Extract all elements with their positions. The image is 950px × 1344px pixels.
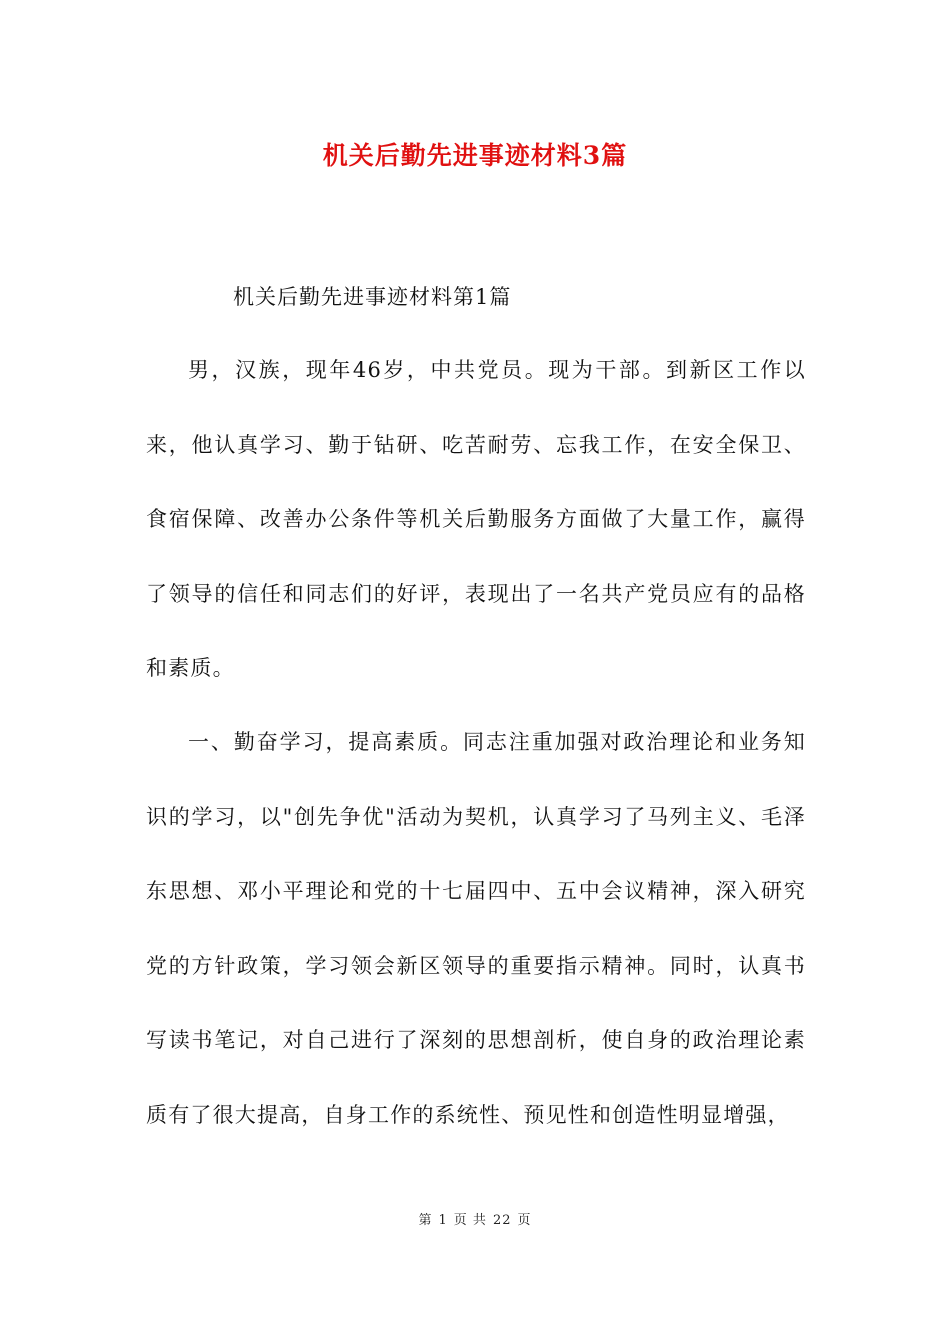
body-paragraph-2: 一、勤奋学习，提高素质。同志注重加强对政治理论和业务知识的学习，以"创先争优"活动为契机，认真学习了马列主义、毛泽东思想、邓小平理论和党的十七届四中、五中会议精神，深入研究党的方针政策，学习领会新区领导的重要指示精神。同时，认真书写读书笔记，对自己进行了深刻的思想剖析，使自身的政治理论素质有了很大提高，自身工作的系统性、预见性和创造性明显增强， <box>146 730 806 1127</box>
page-footer <box>0 1209 950 1228</box>
section-subtitle: 机关后勤先进事迹材料第1篇 <box>233 285 512 309</box>
footer-current-page: 1 <box>438 1213 448 1228</box>
document-title: 机关后勤先进事迹材料3篇 <box>322 141 628 170</box>
body-paragraph-1: 男，汉族，现年46岁，中共党员。现为干部。到新区工作以来，他认真学习、勤于钻研、吃苦耐劳、忘我工作，在安全保卫、食宿保障、改善办公条件等机关后勤服务方面做了大量工作，赢得了领导的信任和同志们的好评，表现出了一名共产党员应有的品格和素质。 <box>146 358 806 680</box>
footer-prefix: 第 <box>418 1213 433 1228</box>
footer-total-pages: 22 <box>492 1213 512 1228</box>
footer-suffix: 页 <box>517 1213 532 1228</box>
footer-middle: 页 共 <box>453 1213 487 1228</box>
